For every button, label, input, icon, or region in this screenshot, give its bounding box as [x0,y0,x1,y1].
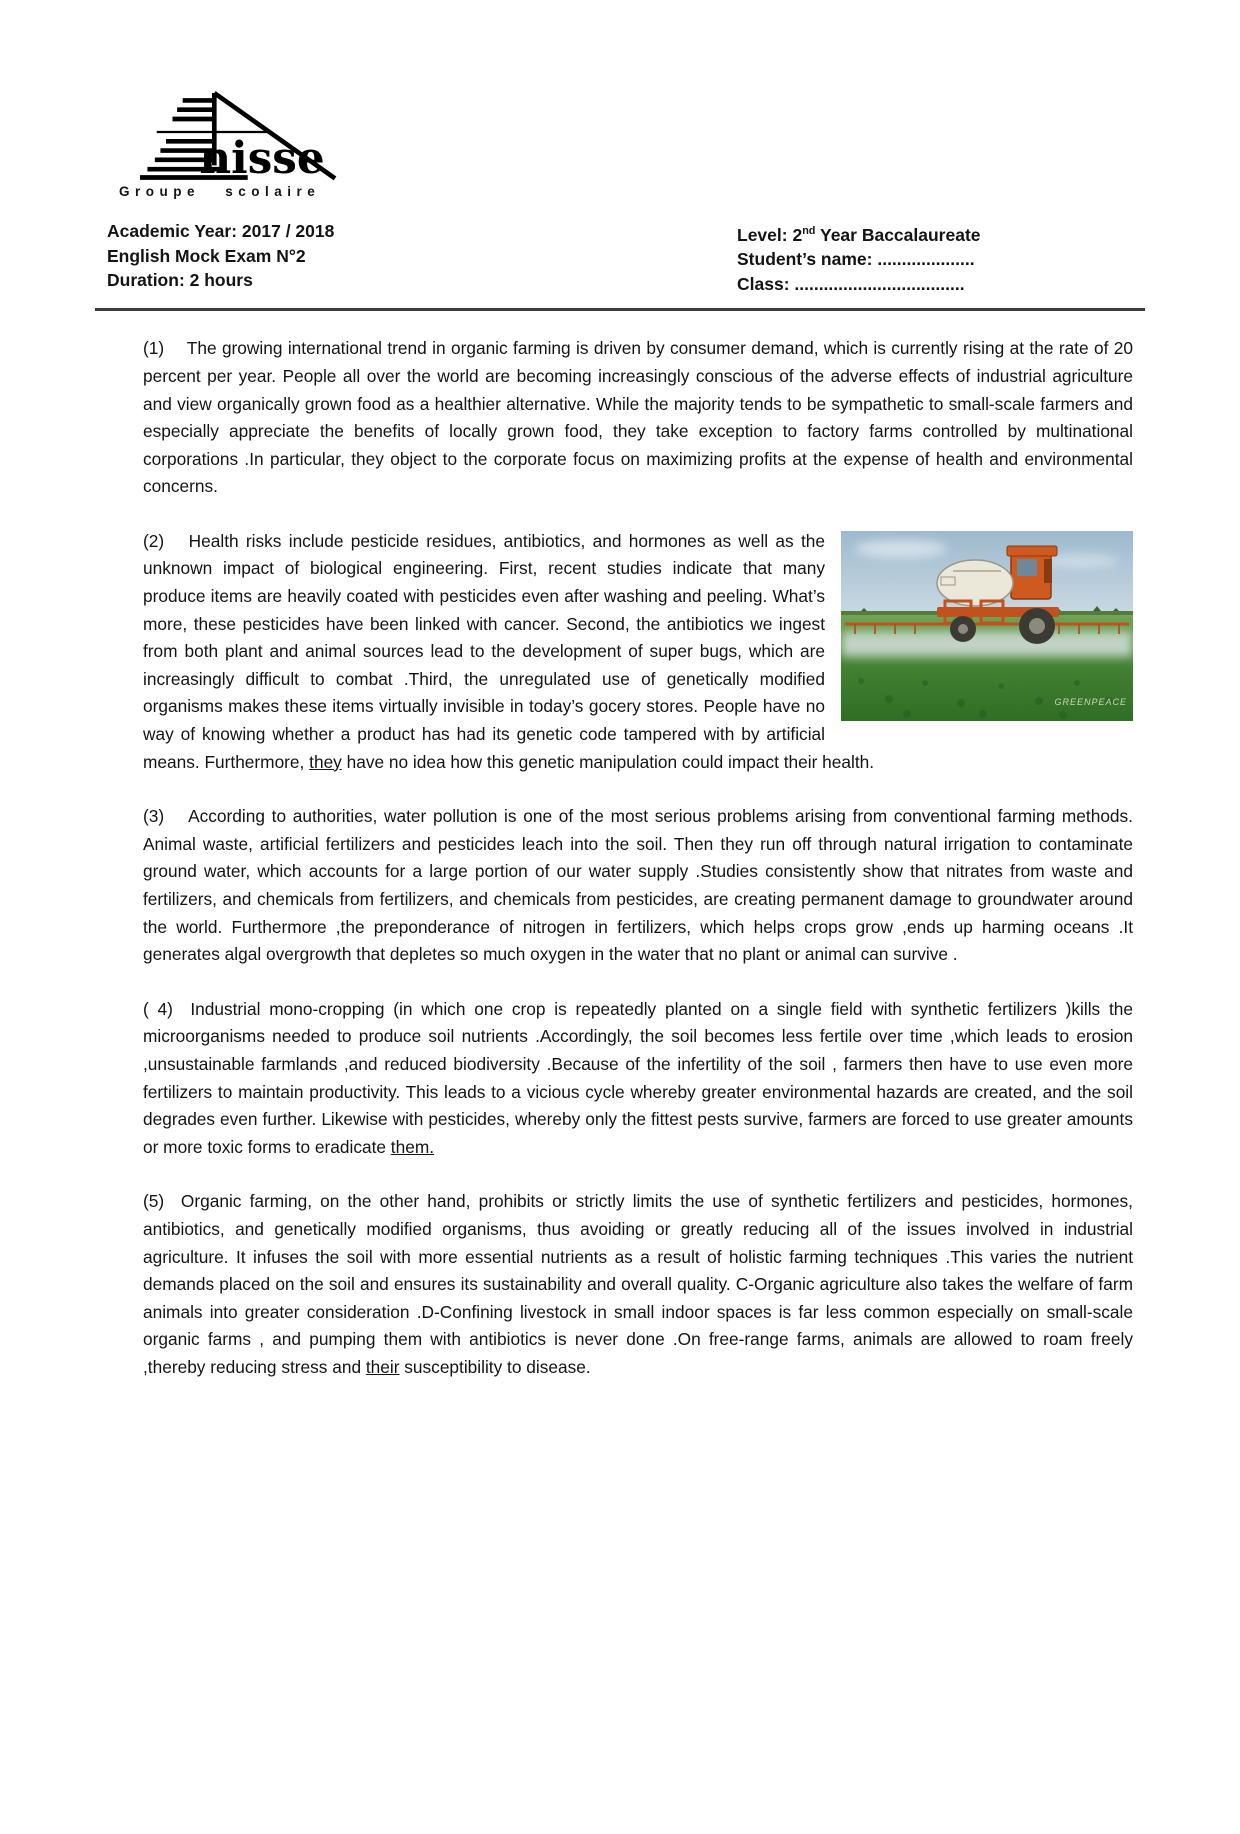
duration-line: Duration: 2 hours [107,270,253,290]
logo-subtitle: Groupe scolaire [119,184,321,199]
paragraph-2-text: (2) Health risks include pesticide residues, antibiotics, and hormones as well as the unknown impact of biological engineering. First, recent studies indicate that many produce items are heavily coated with pesticides even after washing and peeling. What’s more, these pesticides have been linked with cancer. Second, the antibiotics we ingest from both plant and animal sources lead to the development of super bugs, which are increasingly difficult to combat .Third, the unregulated use of genetically modified organisms makes these items virtually invisible in today’s gocery stores. People have no way of knowing whether a product has had its genetic code tampered with by artificial means. Furthermore, they have no idea how this genetic manipulation could impact their health. [143,530,875,772]
paragraph-2 [143,528,1133,776]
paragraph-1 [143,335,1133,501]
exam-header-right [737,219,1133,296]
paragraph-5 [143,1188,1133,1381]
logo-brand: nisse [199,132,325,184]
paragraph-1-text: (1) The growing international trend in organic farming is driven by consumer demand, which is currently rising at the rate of 20 percent per year. People all over the world are becoming increasingly conscious of the adverse effects of industrial agriculture and view organically grown food as a healthier alternative. While the majority tends to be sympathetic to small-scale farmers and especially appreciate the benefits of locally grown food, they take exception to factory farms controlled by multinational corporations .In particular, they object to the corporate focus on maximizing profits at the expense of health and environmental concerns. [143,338,1133,497]
paragraph-3-text: (3) According to authorities, water pollution is one of the most serious problems arising from conventional farming methods. Animal waste, artificial fertilizers and pesticides leach into the soil. Then they run off through natural irrigation to contaminate ground water, which accounts for a large portion of our water supply .Studies consistently show that nitrates from waste and fertilizers, and chemicals from fertilizers, and chemicals from pesticides, are creating permanent damage to groundwater around the world. Furthermore ,the preponderance of nitrogen in fertilizers, which helps crops grow ,ends up harming oceans .It generates algal overgrowth that depletes so much oxygen in the water that no plant or animal can survive . [143,806,1133,965]
exam-title-line: English Mock Exam N°2 [107,245,306,266]
pesticide-spraying-photo [841,531,1133,721]
exam-header [107,219,1133,296]
anisse-logo [117,80,357,199]
paragraph-3 [143,803,1133,969]
class-line: Class: ................................... [737,273,965,294]
anisse-logo-mark-icon [117,80,345,184]
level-line: Level: 2nd Year Baccalaureate [737,224,981,245]
academic-year-line: Academic Year: 2017 / 2018 [107,221,335,241]
exam-header-left [107,219,334,296]
paragraph-4 [143,996,1133,1162]
reading-passage [143,335,1133,1381]
photo-watermark: GREENPEACE [1054,697,1127,708]
exam-page [0,80,1240,1382]
paragraph-4-text: ( 4) Industrial mono-cropping (in which one crop is repeatedly planted on a single field with synthetic fertilizers )kills the microorganisms needed to produce soil nutrients .Accordingly, the soil becomes less fertile over time ,which leads to erosion ,unsustainable farmlands ,and reduced biodiversity .Because of the infertility of the soil , farmers then have to use even more fertilizers to maintain productivity. This leads to a vicious cycle whereby greater environmental hazards are created, and the soil degrades even further. Likewise with pesticides, whereby only the fittest pests survive, farmers are forced to use greater amounts or more toxic forms to eradicate them. [143,998,1133,1157]
header-divider [95,308,1145,311]
paragraph-5-text: (5) Organic farming, on the other hand, prohibits or strictly limits the use of synthetic fertilizers and pesticides, hormones, antibiotics, and genetically modified organisms, thus avoiding or greatly reducing all of the issues involved in industrial agriculture. It infuses the soil with more essential nutrients as a result of holistic farming techniques .This varies the nutrient demands placed on the soil and ensures its sustainability and overall quality. C-Organic agriculture also takes the welfare of farm animals into greater consideration .D-Confining livestock in small indoor spaces is far less common especially on small-scale organic farms , and pumping them with antibiotics is never done .On free-range farms, animals are allowed to roam freely ,thereby reducing stress and their susceptibility to disease. [143,1191,1133,1377]
student-name-line: Student’s name: .................... [737,249,975,270]
